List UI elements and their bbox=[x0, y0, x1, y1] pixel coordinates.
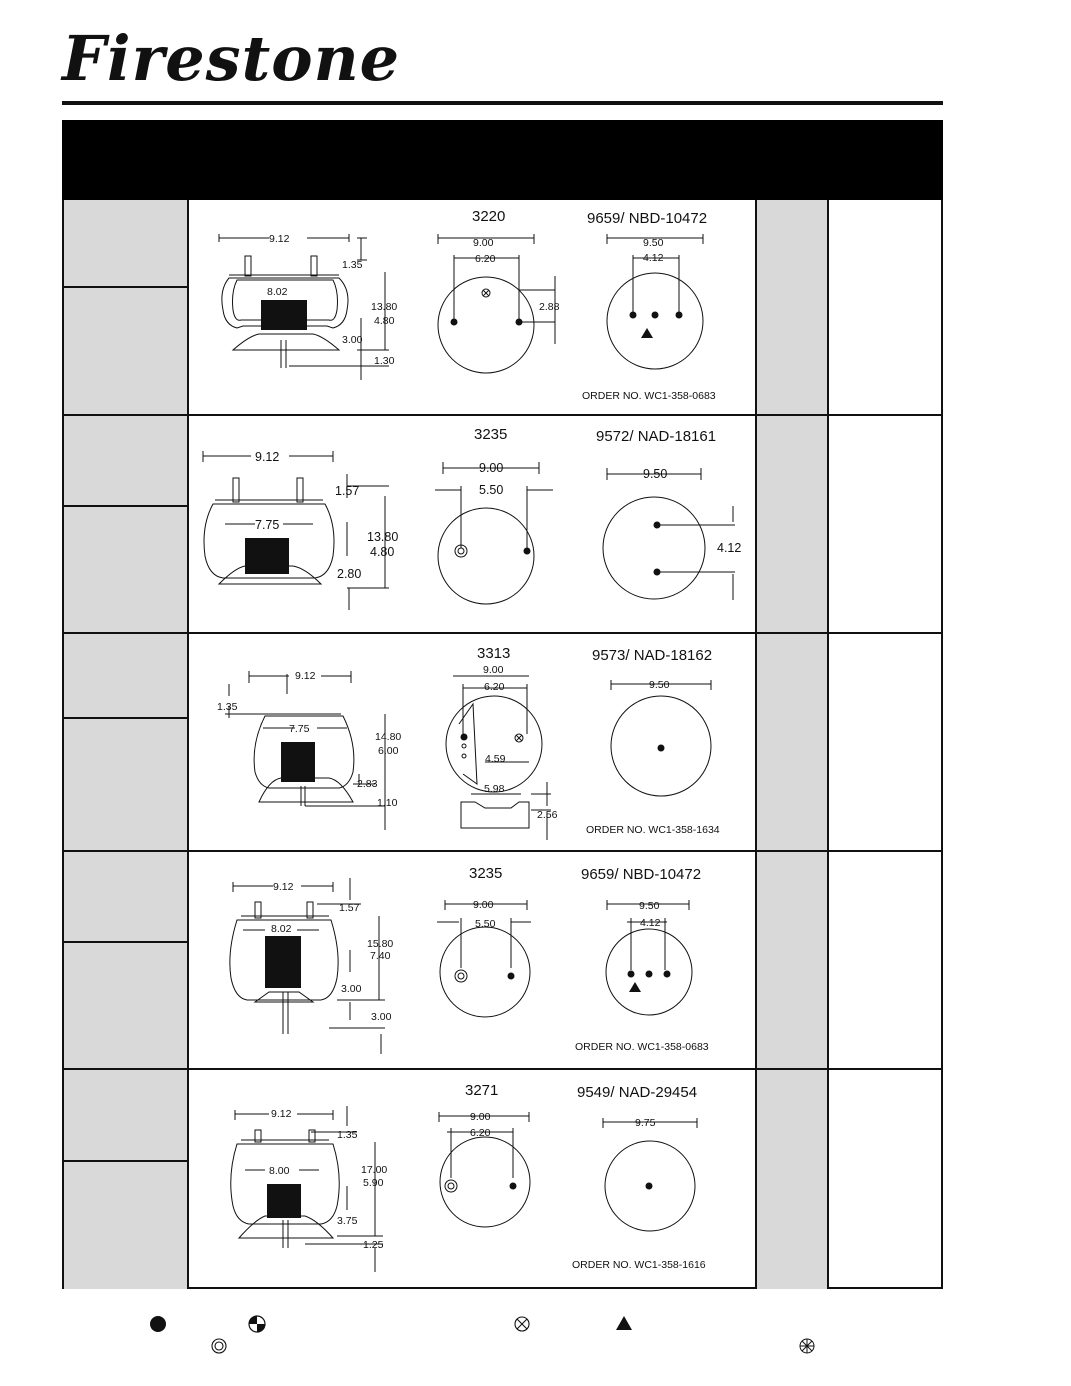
row-label-cell bbox=[64, 1070, 189, 1289]
firestone-logo: Firestone bbox=[62, 22, 401, 95]
air-spring-drawing bbox=[189, 200, 755, 414]
plate-dia: 9.50 bbox=[643, 467, 668, 481]
row-label-cell bbox=[64, 416, 189, 632]
piston-number: 3235 bbox=[474, 426, 508, 443]
order-number: ORDER NO. WC1-358-1616 bbox=[572, 1259, 706, 1271]
piston-offset: 2.88 bbox=[539, 301, 560, 313]
dim-bottom: 1.10 bbox=[377, 797, 398, 809]
dim-mid: 4.80 bbox=[374, 315, 395, 327]
plate-bolt: 4.12 bbox=[717, 541, 742, 555]
air-spring-drawing bbox=[189, 634, 755, 850]
dim-mid: 6.00 bbox=[378, 745, 399, 757]
header-rule bbox=[62, 101, 943, 105]
piston-number: 3313 bbox=[477, 645, 511, 662]
row-label-cell bbox=[64, 200, 189, 414]
notes-cell bbox=[829, 200, 941, 414]
notes-cell bbox=[829, 416, 941, 632]
order-number: ORDER NO. WC1-358-0683 bbox=[582, 390, 716, 402]
air-spring-drawing bbox=[189, 852, 755, 1068]
dim-top: 1.57 bbox=[339, 902, 360, 914]
notes-cell bbox=[829, 852, 941, 1068]
style-number: 9659/ NBD-10472 bbox=[587, 210, 708, 227]
table-row bbox=[64, 852, 941, 1070]
dim-base: 2.80 bbox=[337, 567, 362, 581]
piston-number: 3271 bbox=[465, 1082, 499, 1099]
table-row bbox=[64, 416, 941, 634]
drawing-cell bbox=[189, 852, 755, 1068]
piston-dia: 9.00 bbox=[473, 237, 494, 249]
dim-height: 14.80 bbox=[375, 731, 402, 743]
dim-base: 3.00 bbox=[341, 983, 362, 995]
dim-inner: 7.75 bbox=[255, 518, 280, 532]
row-label-cell bbox=[64, 852, 189, 1068]
dim-inner: 8.02 bbox=[271, 923, 292, 935]
notes-cell bbox=[829, 634, 941, 850]
spec-cell bbox=[755, 634, 829, 850]
piston-bolt: 6.20 bbox=[470, 1127, 491, 1139]
spec-cell bbox=[755, 200, 829, 414]
dim-mid: 7.40 bbox=[370, 950, 391, 962]
air-spring-drawing bbox=[189, 416, 755, 632]
plate-dia: 9.50 bbox=[649, 679, 670, 691]
dim-inner: 7.75 bbox=[289, 723, 310, 735]
dim-width: 9.12 bbox=[295, 670, 316, 682]
dim-width: 9.12 bbox=[271, 1108, 292, 1120]
piston-bolt: 5.50 bbox=[475, 918, 496, 930]
drawing-cell bbox=[189, 634, 755, 850]
piston-number: 3220 bbox=[472, 208, 506, 225]
dim-base: 3.00 bbox=[342, 334, 363, 346]
drawing-cell bbox=[189, 416, 755, 632]
plate-dia: 9.50 bbox=[643, 237, 664, 249]
piston-bolt: 5.50 bbox=[479, 483, 504, 497]
style-number: 9549/ NAD-29454 bbox=[577, 1084, 698, 1101]
spec-cell bbox=[755, 852, 829, 1068]
dim-mid: 4.80 bbox=[370, 545, 395, 559]
piston-dia: 9.00 bbox=[483, 664, 504, 676]
drawing-cell bbox=[189, 1070, 755, 1289]
spec-cell bbox=[755, 1070, 829, 1289]
style-number: 9572/ NAD-18161 bbox=[596, 428, 717, 445]
piston-bolt: 6.20 bbox=[484, 681, 505, 693]
piston-dia: 9.00 bbox=[470, 1111, 491, 1123]
order-number: ORDER NO. WC1-358-0683 bbox=[575, 1041, 709, 1053]
air-spring-drawing bbox=[189, 1070, 755, 1287]
spoked-circle-icon bbox=[800, 1339, 814, 1353]
table-row bbox=[64, 200, 941, 416]
plate-dia: 9.50 bbox=[639, 900, 660, 912]
legend bbox=[140, 1310, 840, 1360]
dim-bottom: 1.25 bbox=[363, 1239, 384, 1251]
style-number: 9659/ NBD-10472 bbox=[581, 866, 702, 883]
drawing-cell bbox=[189, 200, 755, 414]
piston-dia: 9.00 bbox=[473, 899, 494, 911]
quartered-dot-icon bbox=[249, 1316, 265, 1332]
dim-base: 2.83 bbox=[357, 778, 378, 790]
dim-top: 1.35 bbox=[337, 1129, 358, 1141]
spec-cell bbox=[755, 416, 829, 632]
crossed-circle-icon bbox=[515, 1317, 529, 1331]
notes-cell bbox=[829, 1070, 941, 1289]
dim-height: 13.80 bbox=[371, 301, 398, 313]
solid-dot-icon bbox=[150, 1316, 166, 1332]
dim-inner: 8.00 bbox=[269, 1165, 290, 1177]
dim-base: 3.75 bbox=[337, 1215, 358, 1227]
row-label-cell bbox=[64, 634, 189, 850]
plate-bolt: 4.12 bbox=[640, 917, 661, 929]
piston-offset: 4.59 bbox=[485, 753, 506, 765]
dim-height: 13.80 bbox=[367, 530, 399, 544]
dim-width: 9.12 bbox=[269, 233, 290, 245]
dim-width: 9.12 bbox=[255, 450, 280, 464]
style-number: 9573/ NAD-18162 bbox=[592, 647, 713, 664]
bracket-width: 5.98 bbox=[484, 783, 505, 795]
piston-dia: 9.00 bbox=[479, 461, 504, 475]
dim-bottom: 1.30 bbox=[374, 355, 395, 367]
triangle-icon bbox=[616, 1316, 632, 1330]
piston-number: 3235 bbox=[469, 865, 503, 882]
dim-mid: 5.90 bbox=[363, 1177, 384, 1189]
table-row bbox=[64, 1070, 941, 1289]
dim-top: 1.35 bbox=[217, 701, 238, 713]
dim-top: 1.57 bbox=[335, 484, 360, 498]
table-row bbox=[64, 634, 941, 852]
piston-bolt: 6.20 bbox=[475, 253, 496, 265]
table-header-bar bbox=[62, 120, 943, 200]
dim-height: 17.00 bbox=[361, 1164, 388, 1176]
plate-bolt: 4.12 bbox=[643, 252, 664, 264]
dim-height: 15.80 bbox=[367, 938, 394, 950]
dim-inner: 8.02 bbox=[267, 286, 288, 298]
dim-top: 1.35 bbox=[342, 259, 363, 271]
bracket-height: 2.56 bbox=[537, 809, 558, 821]
dim-bottom: 3.00 bbox=[371, 1011, 392, 1023]
dim-width: 9.12 bbox=[273, 881, 294, 893]
order-number: ORDER NO. WC1-358-1634 bbox=[586, 824, 720, 836]
air-spring-table bbox=[62, 200, 943, 1289]
plate-dia: 9.75 bbox=[635, 1117, 656, 1129]
double-circle-icon bbox=[212, 1339, 226, 1353]
